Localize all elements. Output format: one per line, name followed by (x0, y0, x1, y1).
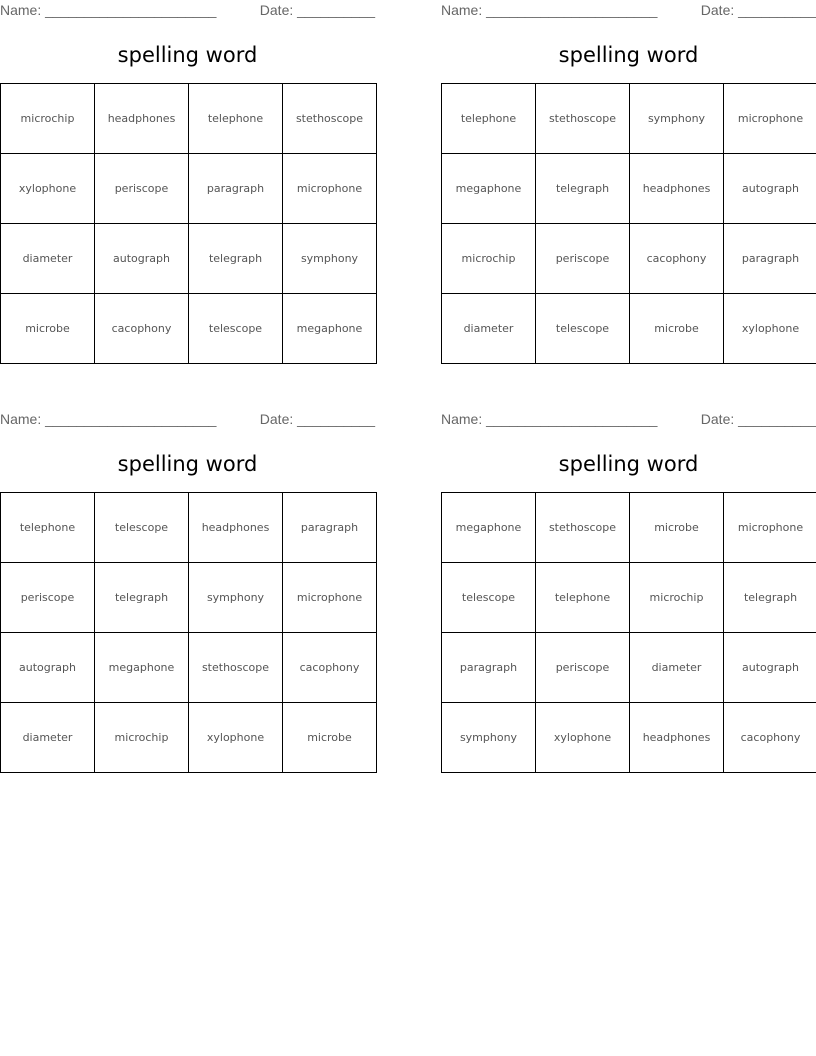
word-cell: diameter (442, 294, 536, 364)
bingo-card-1 (0, 0, 375, 335)
grid-row (1, 633, 377, 703)
grid-row (442, 563, 816, 633)
grid-row (442, 633, 816, 703)
bingo-card-2 (441, 0, 816, 335)
word-grid (441, 492, 816, 773)
word-cell: telephone (189, 84, 283, 154)
word-cell: microphone (283, 154, 377, 224)
word-cell: headphones (95, 84, 189, 154)
word-cell: megaphone (442, 154, 536, 224)
word-cell: microbe (630, 493, 724, 563)
word-cell: telephone (536, 563, 630, 633)
word-cell: microphone (724, 493, 816, 563)
word-cell: telescope (95, 493, 189, 563)
word-cell: headphones (630, 154, 724, 224)
word-cell: telegraph (724, 563, 816, 633)
word-cell: autograph (724, 633, 816, 703)
card-title: spelling word (558, 43, 699, 67)
word-cell: stethoscope (536, 84, 630, 154)
word-cell: telephone (1, 493, 95, 563)
grid-row (1, 563, 377, 633)
word-cell: telephone (442, 84, 536, 154)
card-header (441, 409, 816, 431)
word-cell: telegraph (189, 224, 283, 294)
word-cell: stethoscope (189, 633, 283, 703)
card-title: spelling word (558, 452, 699, 476)
word-cell: microchip (95, 703, 189, 773)
word-cell: cacophony (283, 633, 377, 703)
name-line: Name: ______________________ (0, 2, 217, 18)
word-cell: paragraph (442, 633, 536, 703)
grid-row (442, 154, 816, 224)
word-cell: autograph (724, 154, 816, 224)
word-cell: headphones (189, 493, 283, 563)
word-cell: cacophony (95, 294, 189, 364)
grid-row (442, 224, 816, 294)
word-cell: telegraph (536, 154, 630, 224)
word-cell: telescope (536, 294, 630, 364)
word-cell: symphony (630, 84, 724, 154)
word-cell: headphones (630, 703, 724, 773)
word-cell: stethoscope (536, 493, 630, 563)
word-cell: microbe (283, 703, 377, 773)
bingo-card-4 (441, 409, 816, 744)
word-cell: symphony (189, 563, 283, 633)
word-grid (0, 492, 377, 773)
word-cell: microchip (630, 563, 724, 633)
word-cell: periscope (95, 154, 189, 224)
word-cell: paragraph (724, 224, 816, 294)
word-cell: symphony (283, 224, 377, 294)
word-cell: diameter (630, 633, 724, 703)
date-line: Date: __________ (259, 2, 375, 18)
word-cell: xylophone (536, 703, 630, 773)
grid-row (442, 294, 816, 364)
grid-row (1, 224, 377, 294)
grid-row (1, 294, 377, 364)
grid-row (1, 493, 377, 563)
word-cell: microchip (1, 84, 95, 154)
word-cell: megaphone (283, 294, 377, 364)
grid-row (1, 154, 377, 224)
card-title: spelling word (117, 452, 258, 476)
word-cell: telegraph (95, 563, 189, 633)
word-cell: microbe (1, 294, 95, 364)
word-cell: xylophone (724, 294, 816, 364)
date-line: Date: __________ (700, 2, 816, 18)
name-line: Name: ______________________ (0, 411, 217, 427)
grid-row (442, 493, 816, 563)
word-cell: stethoscope (283, 84, 377, 154)
word-cell: xylophone (1, 154, 95, 224)
word-cell: telescope (189, 294, 283, 364)
date-line: Date: __________ (700, 411, 816, 427)
word-cell: diameter (1, 703, 95, 773)
card-header (0, 409, 375, 431)
word-grid (0, 83, 377, 364)
word-cell: diameter (1, 224, 95, 294)
word-cell: microbe (630, 294, 724, 364)
word-cell: paragraph (283, 493, 377, 563)
grid-row (442, 703, 816, 773)
grid-row (1, 703, 377, 773)
word-cell: periscope (536, 224, 630, 294)
word-cell: cacophony (630, 224, 724, 294)
word-cell: periscope (1, 563, 95, 633)
card-header (0, 0, 375, 22)
name-line: Name: ______________________ (441, 411, 658, 427)
grid-row (1, 84, 377, 154)
date-line: Date: __________ (259, 411, 375, 427)
grid-row (442, 84, 816, 154)
word-cell: megaphone (442, 493, 536, 563)
word-cell: microchip (442, 224, 536, 294)
word-cell: paragraph (189, 154, 283, 224)
word-cell: microphone (283, 563, 377, 633)
word-cell: autograph (95, 224, 189, 294)
word-cell: cacophony (724, 703, 816, 773)
word-cell: megaphone (95, 633, 189, 703)
card-header (441, 0, 816, 22)
word-cell: telescope (442, 563, 536, 633)
word-cell: periscope (536, 633, 630, 703)
word-cell: autograph (1, 633, 95, 703)
word-grid (441, 83, 816, 364)
card-title: spelling word (117, 43, 258, 67)
word-cell: microphone (724, 84, 816, 154)
name-line: Name: ______________________ (441, 2, 658, 18)
word-cell: xylophone (189, 703, 283, 773)
bingo-card-3 (0, 409, 375, 744)
word-cell: symphony (442, 703, 536, 773)
